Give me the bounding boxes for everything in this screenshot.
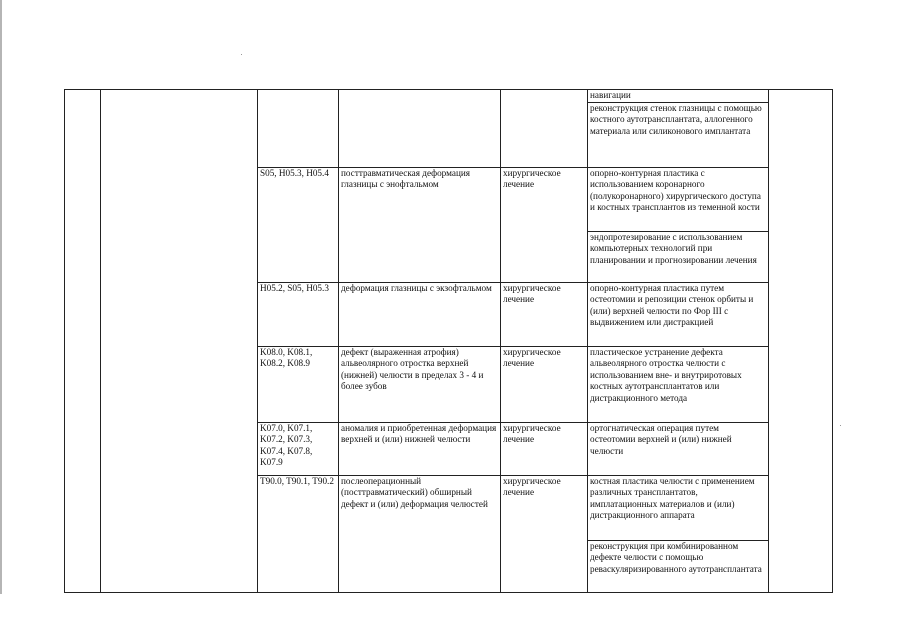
diagnosis-cell: послеоперационный (посттравматический) обширный дефект и (или) деформация челюстей [339,476,501,593]
diagnosis-cell: деформация глазницы с экзофтальмом [339,283,501,347]
treatment-cell: хирургическое лечение [501,476,588,593]
codes-cell: S05, H05.3, H05.4 [258,168,339,283]
method-cell: костная пластика челюсти с применением различных трансплантатов, имплатационных материалов и (или) дистракционного аппарата [588,476,769,541]
method-cell: пластическое устранение дефекта альвеолярного отростка челюсти с использованием вне- и внутриротовых костных аутотрансплантатов или дистракционного метода [588,347,769,423]
page-bottom [0,594,905,640]
method-cell: опорно-контурная пластика с использованием коронарного (полукоронарного) хирургического доступа и костных трансплантов из теменной кости [588,168,769,232]
method-cell: реконструкция стенок глазницы с помощью костного аутотрансплантата, аллогенного материала или силиконового имплантата [588,103,769,168]
col-number-cell [65,90,101,593]
codes-cell [258,90,339,168]
treatment-cell: хирургическое лечение [501,347,588,423]
table-row [65,90,833,103]
diagnosis-cell [339,90,501,168]
scan-speck [840,425,841,426]
treatment-cell: хирургическое лечение [501,168,588,283]
method-cell: навигации [588,90,769,103]
diagnosis-cell: дефект (выраженная атрофия) альвеолярного отростка верхней (нижней) челюсти в пределах 3 - 4 и более зубов [339,347,501,423]
codes-cell: T90.0, T90.1, T90.2 [258,476,339,593]
codes-cell: K08.0, K08.1, K08.2, K08.9 [258,347,339,423]
treatment-cell [501,90,588,168]
codes-cell: K07.0, K07.1, K07.2, K07.3, K07.4, K07.8, K07.9 [258,423,339,476]
treatment-cell: хирургическое лечение [501,423,588,476]
codes-cell: H05.2, S05, H05.3 [258,283,339,347]
method-cell: ортогнатическая операция путем остеотомии верхней и (или) нижней челюсти [588,423,769,476]
scan-edge [0,0,2,640]
method-cell: реконструкция при комбинированном дефекте челюсти с помощью реваскуляризированного аутотрансплантата [588,541,769,593]
treatment-cell: хирургическое лечение [501,283,588,347]
col-norm-cell [769,90,833,593]
scan-speck [241,54,242,55]
method-cell: эндопротезирование с использованием компьютерных технологий при планировании и прогнозировании лечения [588,232,769,283]
diagnosis-cell: аномалия и приобретенная деформация верхней и (или) нижней челюсти [339,423,501,476]
col-profile-cell [101,90,258,593]
method-cell: опорно-контурная пластика путем остеотомии и репозиции стенок орбиты и (или) верхней челюсти по Фор III с выдвижением или дистракцией [588,283,769,347]
diagnosis-cell: посттравматическая деформация глазницы с энофтальмом [339,168,501,283]
treatment-table [64,89,833,593]
